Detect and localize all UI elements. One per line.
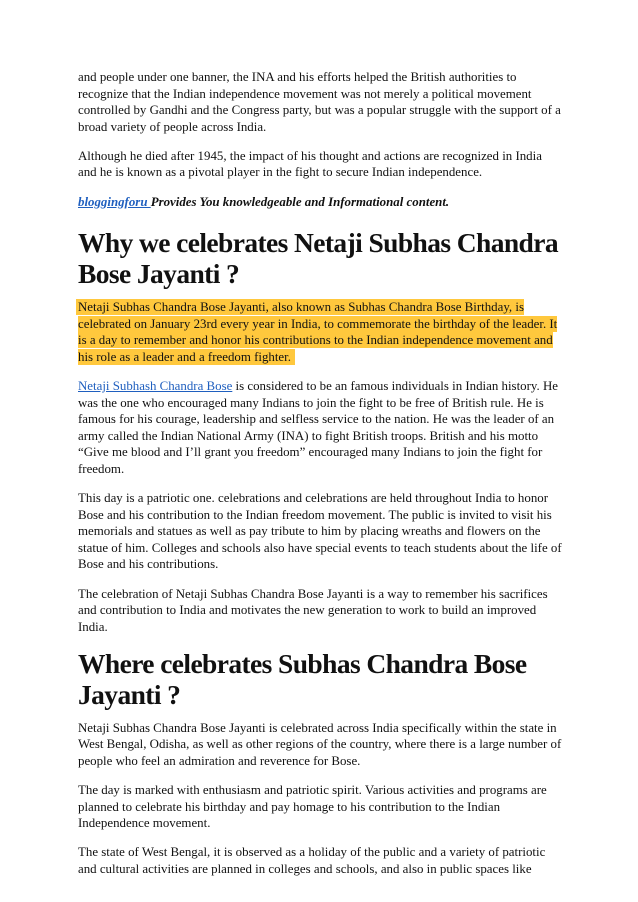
netaji-bose-link[interactable]: Netaji Subhash Chandra Bose xyxy=(78,379,233,394)
intro-paragraph-1: and people under one banner, the INA and his efforts helped the British authorities to recognize that the Indian independence movement was not merely a political movement controlled by Gandhi and the Congress party, but was a popular struggle with the support of a broad variety of people across India. xyxy=(78,70,561,134)
where-paragraph-2: The day is marked with enthusiasm and patriotic spirit. Various activities and programs are planned to celebrate his birthday and pay homage to his contribution to the Indian Independence movement. xyxy=(78,783,547,831)
highlight-text: Netaji Subhas Chandra Bose Jayanti, also known as Subhas Chandra Bose Birthday, is celebrated on January 23rd every year in India, to commemorate the birthday of the leader. It is a day to remember and honor his contributions to the Indian independence movement and his role as a leader and a freedom fighter. xyxy=(78,300,558,364)
tagline xyxy=(78,194,562,211)
patriotic-day-paragraph: This day is a patriotic one. celebrations and celebrations are held throughout India to honor Bose and his contribution to the Indian freedom movement. The public is invited to visit his memorials and statues as well as pay tribute to him by placing wreaths and flowers on the statue of him. Colleges and schools also have special events to teach students about the life of Bose and his contributions. xyxy=(78,491,562,572)
bose-paragraph-text: is considered to be an famous individuals in Indian history. He was the one who encouraged many Indians to join the fight to be free of British rule. He is famous for his courage, leadership and selfless service to the nation. He was the leader of an army called the Indian National Army (INA) to fight British troops. British and his motto “Give me blood and I’ll grant you freedom” encouraged many Indians to join the fight for freedom. xyxy=(78,379,558,476)
section-heading-where: Where celebrates Subhas Chandra Bose Jayanti ? xyxy=(78,647,527,710)
bose-paragraph xyxy=(78,378,562,478)
intro-paragraph-2: Although he died after 1945, the impact of his thought and actions are recognized in India and he is known as a pivotal player in the fight to secure Indian independence. xyxy=(78,148,542,180)
highlighted-paragraph xyxy=(78,299,562,365)
bloggingforu-link[interactable]: bloggingforu xyxy=(78,194,151,209)
where-paragraph-1: Netaji Subhas Chandra Bose Jayanti is celebrated across India specifically within the state in West Bengal, Odisha, as well as other regions of the country, where there is a large number of people who feel an admiration and reverence for Bose. xyxy=(78,720,562,769)
where-paragraph-3: The state of West Bengal, it is observed as a holiday of the public and a variety of patriotic and cultural activities are planned in colleges and schools, and also in public spaces like xyxy=(78,845,546,876)
celebration-paragraph: The celebration of Netaji Subhas Chandra Bose Jayanti is a way to remember his sacrifices and contribution to India and motivates the new generation to work to build an improved India. xyxy=(78,586,548,634)
section-heading-why: Why we celebrates Netaji Subhas Chandra Bose Jayanti ? xyxy=(78,227,559,290)
tagline-text: Provides You knowledgeable and Informational content. xyxy=(150,194,450,209)
